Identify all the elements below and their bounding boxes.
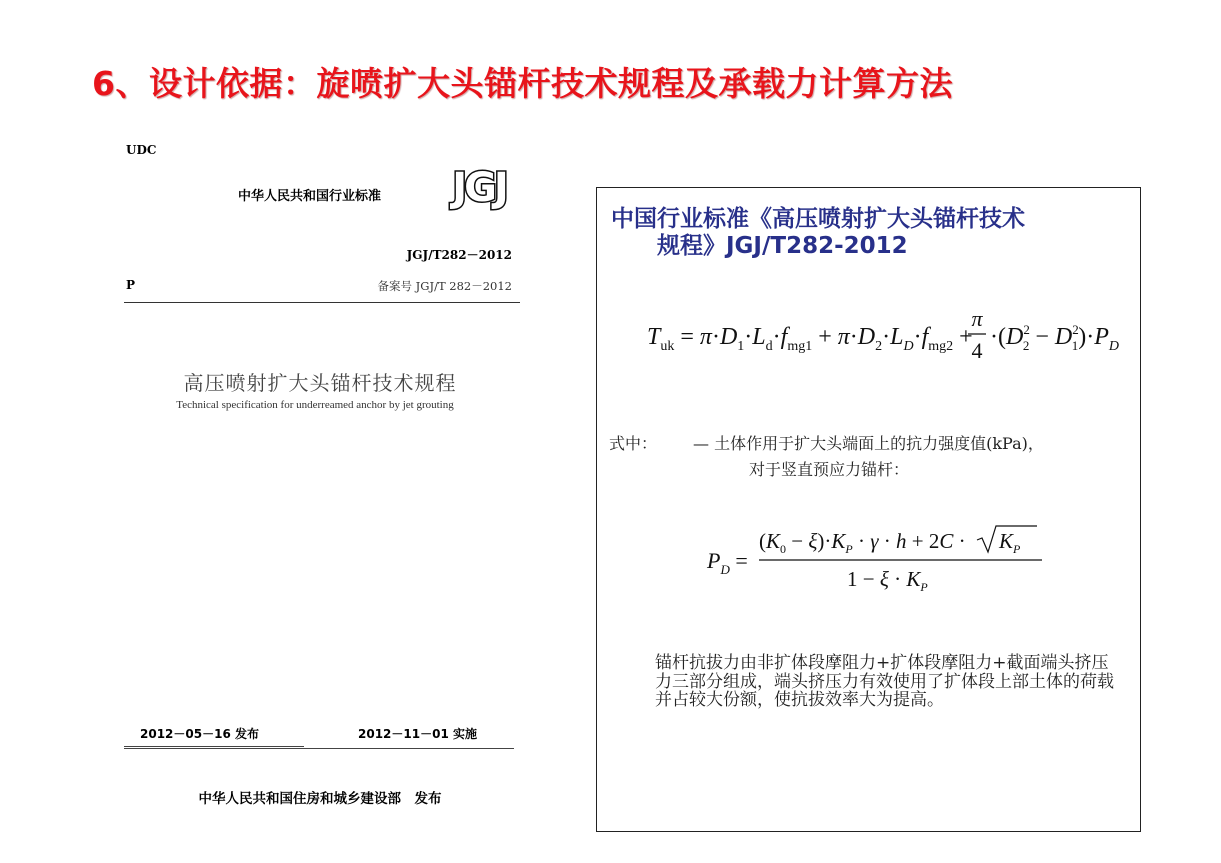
explanation-text: 锚杆抗拔力由非扩体段摩阻力+扩体段摩阻力+截面端头挤压力三部分组成，端头挤压力有效使用了扩体段上部土体的荷载并占较大份额，使抗拔效率大为提高。 (655, 653, 1114, 710)
record-number: 备案号 JGJ/T 282－2012 (377, 279, 512, 293)
udc-label: UDC (126, 143, 157, 157)
where-description: — 土体作用于扩大头端面上的抗力强度值(kPa)， (693, 434, 1044, 453)
jgj-logo-text: JGJ (452, 165, 506, 211)
svg-text:Tuk = π·D1·Ld·fmg1 + π·D2·LD·f: $T_{uk} = \pi\cdot D_1\cdot L_d\cdot f_{mg1} + \pi\cdot D_2\cdot L_D\cdot f_{mg2}$ + (647, 324, 973, 354)
divider (124, 746, 304, 747)
svg-text:KP: $K_P$ (999, 529, 1021, 556)
formula-panel (596, 187, 1141, 832)
panel-heading-line2: 规程》JGJ/T282-2012 (657, 233, 908, 259)
standard-number: JGJ/T282－2012 (406, 248, 512, 262)
panel-heading-line1: 中国行业标准《高压喷射扩大头锚杆技术 (611, 206, 1025, 232)
standard-title-cn: 高压喷射扩大头锚杆技术规程 (183, 371, 457, 395)
standard-title-en: Technical specification for underreamed anchor by jet grouting (176, 399, 454, 411)
svg-text:1 − ξ · KP: $1 - \xi \cdot K_P$ (847, 567, 928, 594)
issue-date: 2012－05－16 发布 (140, 727, 259, 741)
svg-text:π: π (971, 306, 983, 331)
industry-standard-label: 中华人民共和国行业标准 (238, 189, 382, 204)
svg-text:PD =: $P_D$ = (707, 548, 748, 577)
category-label: P (126, 278, 136, 292)
svg-text:4: 4 (971, 338, 983, 363)
svg-text:(K0 − ξ)·KP · γ · h + 2C ·: $(K_0 - \xi)\cdot K_P \cdot \gamma \cdot h + 2C$ · (759, 529, 966, 556)
publisher: 中华人民共和国住房和城乡建设部 发布 (198, 791, 442, 807)
implementation-date: 2012－11－01 实施 (358, 727, 477, 741)
panel-heading (611, 206, 1121, 260)
slide-title: 6、设计依据：旋喷扩大头锚杆技术规程及承载力计算方法 (92, 64, 953, 103)
pressure-formula (707, 518, 1047, 598)
divider (124, 748, 514, 749)
standard-cover (120, 135, 520, 825)
where-label: 式中： (609, 434, 658, 453)
jgj-logo (438, 163, 520, 211)
capacity-formula (647, 300, 1117, 376)
where-description-cont: 对于竖直预应力锚杆： (749, 460, 910, 479)
divider (124, 302, 520, 303)
svg-text:·(D22 − D21)·PD: $\cdot(D^2$ $2 - D^2$ $1)\cdot P_D$ (990, 322, 1119, 354)
